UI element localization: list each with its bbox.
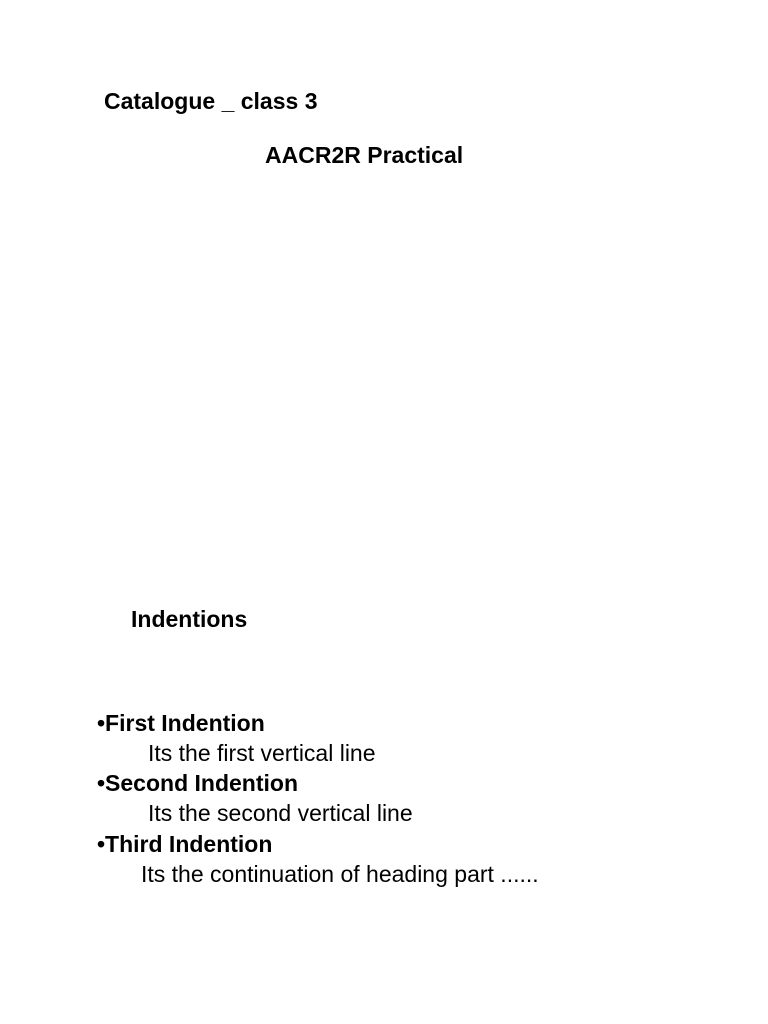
list-item-label: •Third Indention [97,831,273,857]
document-title: Catalogue _ class 3 [104,88,318,114]
list-item-label: •First Indention [97,710,265,736]
list-item-description: Its the first vertical line [148,740,376,766]
list-item-label: •Second Indention [97,770,298,796]
document-subtitle: AACR2R Practical [265,142,464,168]
section-heading: Indentions [131,606,248,632]
list-item-description: Its the second vertical line [148,800,413,826]
list-item-description: Its the continuation of heading part ...... [141,861,539,887]
